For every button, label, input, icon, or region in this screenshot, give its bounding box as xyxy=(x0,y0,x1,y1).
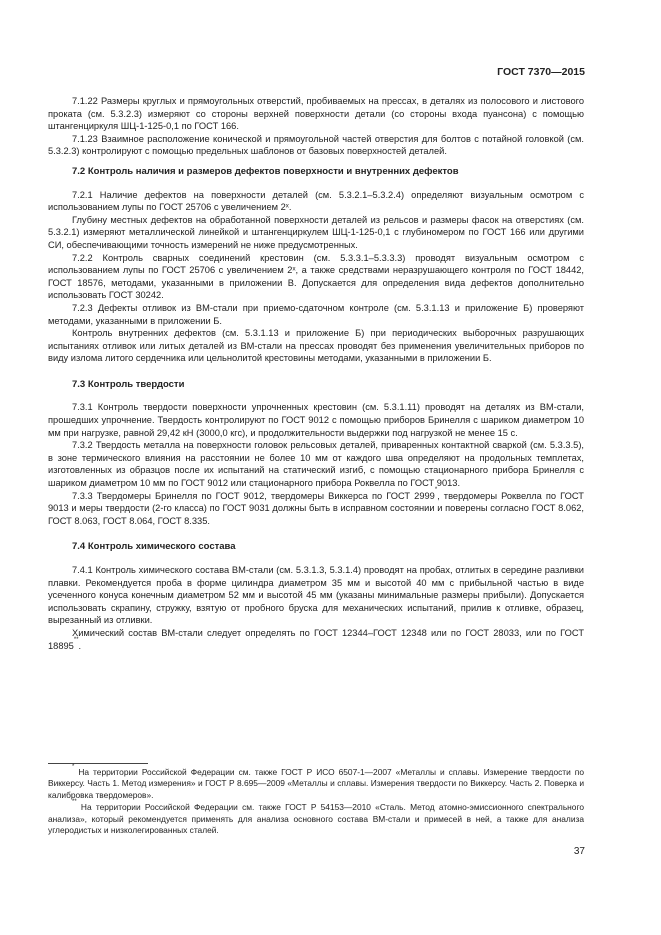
document-header: ГОСТ 7370—2015 xyxy=(497,66,585,78)
section-heading-7-4: 7.4 Контроль химического состава xyxy=(72,541,236,553)
section-heading-7-2: 7.2 Контроль наличия и размеров дефектов поверхности и внутренних дефектов xyxy=(72,165,459,177)
paragraph-7-2-1: 7.2.1 Наличие дефектов на поверхности деталей (см. 5.3.2.1–5.3.2.4) определяют визуальным осмотром с использованием лупы по ГОСТ 25706 с увеличением 2ˣ. xyxy=(48,189,584,213)
paragraph-7-3-3-text-a: 7.3.3 Твердомеры Бринелля по ГОСТ 9012, твердомеры Виккерса по ГОСТ 2999 xyxy=(72,490,435,501)
paragraph-7-1-23: 7.1.23 Взаимное расположение конической и прямоугольной частей отверстия для болтов с потайной головкой (см. 5.3.2.3) контролируют с помощью предельных шаблонов от базовых поверхностей деталей. xyxy=(48,133,584,157)
footnote-2-text: На территории Российской Федерации см. также ГОСТ Р 54153—2010 «Сталь. Метод атомно-эмиссионного спектрального анализа», который рекомендуется применять для анализа основного состава ВМ-стали и примесей в ней, а также для анализа углеродистых и низколегированных сталей. xyxy=(48,802,584,836)
page-number: 37 xyxy=(573,846,585,857)
footnote-1-mark: * xyxy=(72,764,75,770)
paragraph-7-2-1-depth: Глубину местных дефектов на обработанной поверхности деталей из рельсов и размеры фасок на отверстиях (см. 5.3.2.1) измеряют металлической линейкой и штангенциркулем ШЦ-1-125-0,1 с глубиномером по ГОСТ 166 или другими СИ, обеспечивающими точность измерений не ниже предусмотренных. xyxy=(48,214,584,250)
footnote-1-text: На территории Российской Федерации см. также ГОСТ Р ИСО 6507-1—2007 «Металлы и сплавы. Измерение твердости по Виккерсу. Часть 1. Метод измерения» и ГОСТ Р 8.695—2009 «Металлы и сплавы. Измерения твердости по Виккерсу. Часть 2. Поверка и калибровка твердомеров». xyxy=(48,767,584,800)
paragraph-7-3-3-text-b: , твердомеры Роквелла по ГОСТ 9013 и меры твердости (2-го класса) по ГОСТ 9031 должны быть в исправном состоянии и поверены согласно ГОСТ 8.062, ГОСТ 8.063, ГОСТ 8.064, ГОСТ 8.335. xyxy=(48,490,584,526)
page-body xyxy=(48,95,584,652)
paragraph-7-2-3: 7.2.3 Дефекты отливок из ВМ-стали при приемо-сдаточном контроле (см. 5.3.1.13 и приложение Б) проверяют методами, указанными в приложении Б. xyxy=(48,302,584,326)
footnote-ref-2: ** xyxy=(73,636,79,643)
paragraph-7-4-1-methods-text-a: Химический состав ВМ-стали следует определять по ГОСТ 12344–ГОСТ 12348 или по ГОСТ 28033, или по ГОСТ 18895 xyxy=(48,627,584,651)
paragraph-7-4-1-methods xyxy=(48,627,584,652)
paragraph-7-3-1: 7.3.1 Контроль твердости поверхности упрочненных крестовин (см. 5.3.1.11) проводят на деталях из ВМ-стали, прошедших упрочнение. Твердость контролируют по ГОСТ 9012 с помощью приборов Бринелля с шариком диаметром 10 мм при нагрузке, равной 29,42 кН (3000,0 кгс), и продолжительности выдержки под нагрузкой не менее 15 с. xyxy=(48,402,584,438)
paragraph-7-4-1: 7.4.1 Контроль химического состава ВМ-стали (см. 5.3.1.3, 5.3.1.4) проводят на пробах, отлитых в середине разливки плавки. Рекомендуется проба в форме цилиндра диаметром 35 мм и высотой 40 мм с прибыльной частью в виде усеченного конуса конечным диаметром 52 мм и высотой 45 мм (указаны минимальные размеры прибыли). Допускается использовать скрапину, стружку, взятую от пробного бруска для механических испытаний, прилив к отливке, образец, вырезанный из отливки. xyxy=(48,565,584,626)
paragraph-7-2-3-internal: Контроль внутренних дефектов (см. 5.3.1.13 и приложение Б) при периодических выборочных разрушающих испытаниях отливок или литых деталей из ВМ-стали на прессах проводят без применения увеличительных приборов по виду излома литого сердечника или цельнолитой крестовины методами, указанными в приложении Б. xyxy=(48,328,584,364)
paragraph-7-3-2: 7.3.2 Твердость металла на поверхности головок рельсовых деталей, приваренных контактной сваркой (см. 5.3.3.5), в зоне термического влияния на расстоянии не более 10 мм от каждого шва определяют на продольных темплетах, изготовленных из образцов после их испытаний на статический изгиб, с помощью стационарного прибора Бринелля с шариком диаметром 10 мм по ГОСТ 9012 или стационарного прибора Роквелла по ГОСТ 9013. xyxy=(48,440,584,489)
footnote-ref-1: * xyxy=(434,486,438,493)
footnote-divider xyxy=(48,763,148,764)
footnote-2-mark: ** xyxy=(72,799,77,806)
paragraph-7-2-2: 7.2.2 Контроль сварных соединений крестовин (см. 5.3.3.1–5.3.3.3) проводят визуальным осмотром с использованием лупы по ГОСТ 25706 с увеличением 2ˣ, а также средствами неразрушающего контроля по ГОСТ 18442, ГОСТ 18576, методами, указанными в приложении В. Допускается для определения вида дефектов дополнительно использовать ГОСТ 30242. xyxy=(48,252,584,301)
footnote-1 xyxy=(48,764,584,801)
footnote-2 xyxy=(48,799,584,836)
paragraph-7-1-22: 7.1.22 Размеры круглых и прямоугольных отверстий, пробиваемых на прессах, в деталях из полосового и листового проката (см. 5.3.2.3) измеряют со стороны верхней поверхности детали (со стороны входа пуансона) с помощью штангенциркуля ШЦ-1-125-0,1 по ГОСТ 166. xyxy=(48,96,584,132)
paragraph-7-4-1-methods-text-b: . xyxy=(78,640,82,651)
paragraph-7-3-3 xyxy=(48,486,584,528)
footnotes xyxy=(48,764,584,837)
section-heading-7-3: 7.3 Контроль твердости xyxy=(72,378,185,390)
